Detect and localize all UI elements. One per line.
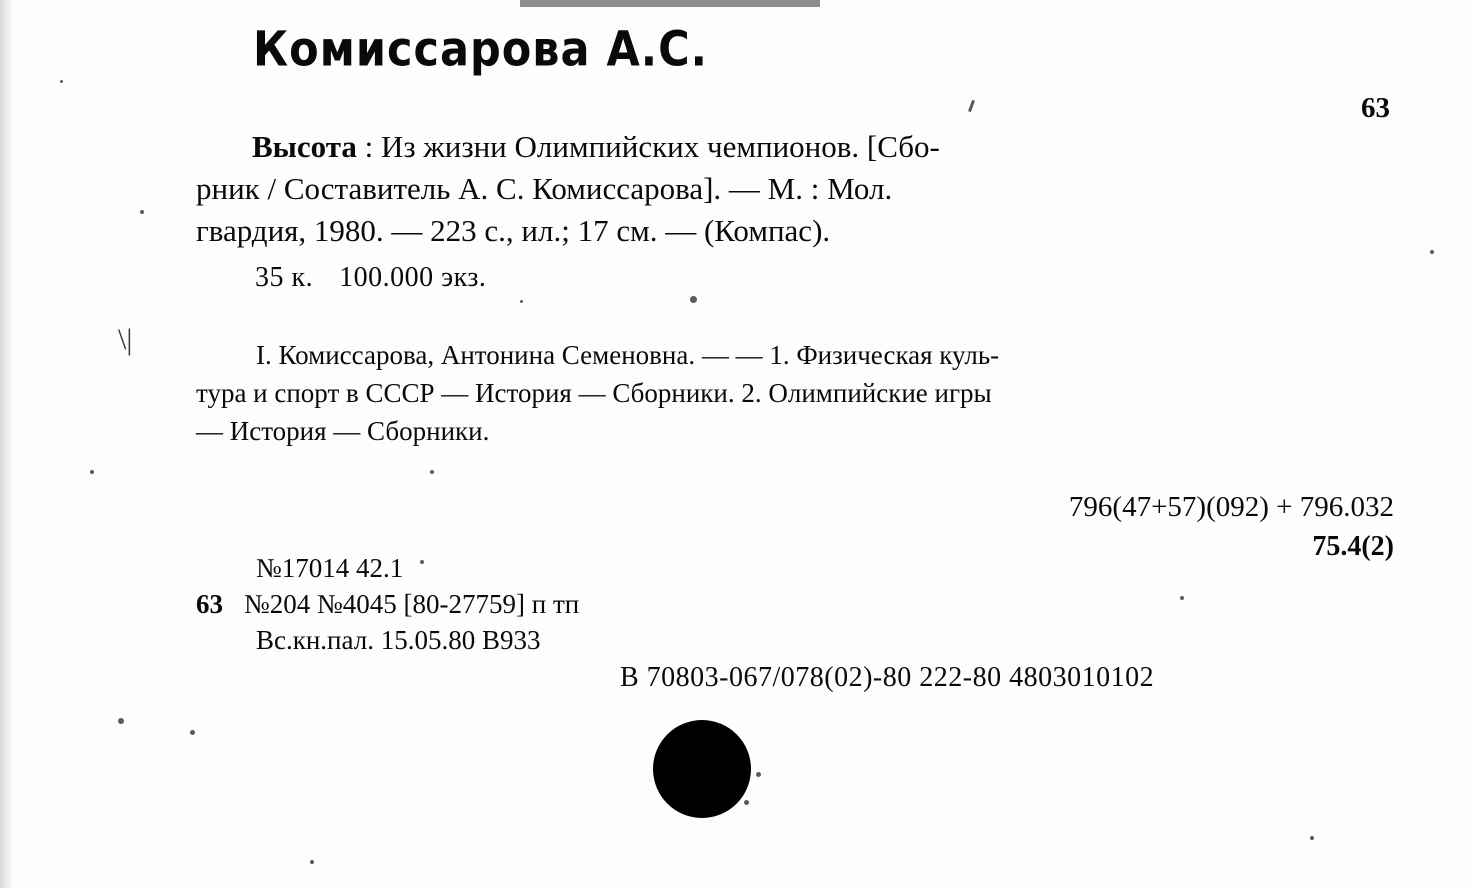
scan-speck [118, 718, 124, 724]
udc-code: 796(47+57)(092) + 796.032 [1068, 491, 1394, 523]
scan-speck [1430, 250, 1434, 254]
scan-speck [690, 296, 697, 303]
scan-speck [190, 730, 195, 735]
scan-speck [310, 860, 314, 864]
card-headline-author: Комиссарова А.С. [253, 22, 708, 78]
tracing-line-3: — История — Сборники. [196, 416, 490, 446]
scan-speck [968, 100, 975, 112]
entry-line1-rest: : Из жизни Олимпийских чемпионов. [Сбо- [356, 129, 940, 164]
scan-speck [520, 300, 523, 303]
entry-title: Высота [252, 129, 357, 164]
scan-edge-top-artifact [520, 0, 820, 7]
tracing-line-2: тура и спорт в СССР — История — Сборники. 2. Олимпийские игры [196, 378, 992, 408]
print-run-value: 100.000 экз. [339, 262, 487, 293]
scan-speck [1310, 836, 1314, 840]
main-entry-block [196, 126, 1381, 252]
registration-lead-number: 63 [196, 589, 223, 619]
main-entry-line-2: рник / Составитель А. С. Комиссарова]. — М. : Мол. [196, 171, 893, 206]
registration-row-1: №17014 42.1 [256, 553, 404, 583]
classification-block [1069, 487, 1394, 567]
scan-speck [744, 800, 749, 805]
tracing-line-1: I. Комиссарова, Антонина Семеновна. — — 1. Физическая куль- [256, 340, 1000, 370]
price-value: 35 к. [255, 262, 314, 293]
scan-speck [1180, 596, 1184, 600]
scan-speck [430, 470, 434, 474]
scan-edge-left [0, 0, 14, 888]
registration-row-3: Вс.кн.пал. 15.05.80 В933 [256, 625, 541, 655]
registration-row-2-text: №204 №4045 [80-27759] п тп [244, 589, 580, 619]
card-number: 63 [1361, 92, 1390, 124]
scan-speck [140, 210, 144, 214]
scan-speck [90, 470, 94, 474]
registration-block [196, 550, 579, 658]
ink-blot-mark [653, 720, 751, 818]
main-entry-line-3: гвардия, 1980. — 223 с., ил.; 17 см. — (Компас). [196, 213, 831, 248]
registration-row-2 [196, 586, 579, 622]
tracing-block [196, 336, 1386, 450]
price-and-print-run [255, 262, 486, 294]
scan-speck [756, 772, 761, 777]
pen-mark-annotation: \| [118, 323, 133, 356]
main-entry-line-1 [196, 126, 1381, 168]
imprint-code-line: В 70803-067/078(02)-80 222-80 4803010102 [620, 662, 1155, 693]
bbk-code: 75.4(2) [1312, 531, 1394, 562]
scan-speck [60, 80, 63, 83]
